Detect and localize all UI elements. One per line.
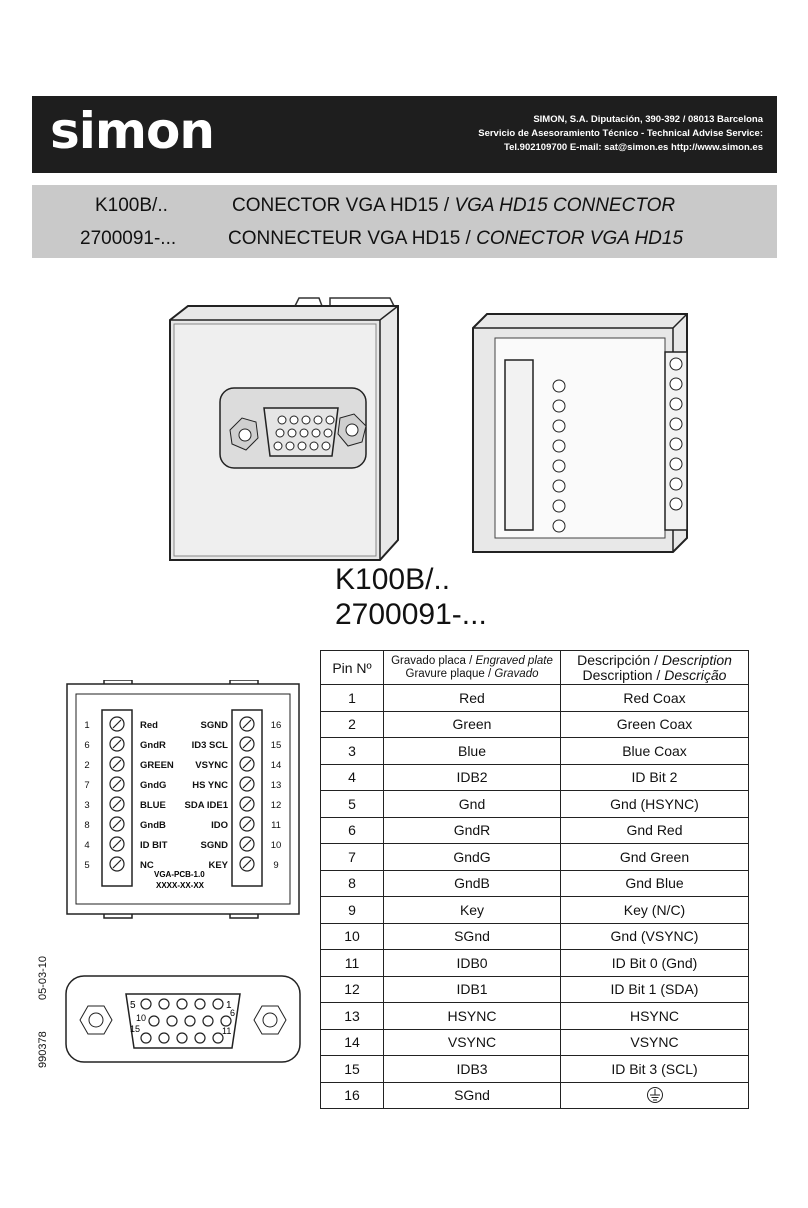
document-number: 990378 <box>37 1031 49 1068</box>
table-row <box>321 1003 749 1030</box>
left-terminal-label: GREEN <box>140 760 174 771</box>
cell-engraved: IDB0 <box>384 950 561 977</box>
table-row <box>321 791 749 818</box>
title-es-en <box>232 195 675 217</box>
ground-symbol-icon <box>646 1086 664 1104</box>
product-code-large-1: K100B/.. <box>335 563 451 596</box>
left-pin-number: 3 <box>84 800 90 811</box>
cell-description: Gnd Green <box>561 844 749 871</box>
cell-pin: 16 <box>321 1082 384 1109</box>
cell-description: Key (N/C) <box>561 897 749 924</box>
cell-pin: 13 <box>321 1003 384 1030</box>
header-engraved-en: Engraved plate <box>475 654 553 667</box>
title-pt: CONECTOR VGA HD15 <box>476 228 684 249</box>
left-pin-number: 2 <box>84 760 90 771</box>
header-description-fr: Description / <box>582 666 665 683</box>
table-row <box>321 685 749 712</box>
simon-logo: simon <box>50 102 214 160</box>
left-pin-number: 8 <box>84 820 90 831</box>
cell-description: Gnd (VSYNC) <box>561 923 749 950</box>
right-pin-number: 11 <box>271 820 281 831</box>
right-pin-number: 15 <box>270 740 282 751</box>
cell-engraved: Blue <box>384 738 561 765</box>
title-fr: CONNECTEUR VGA HD15 / <box>228 228 477 249</box>
header-engraved-es: Gravado placa / <box>391 654 476 667</box>
header-description <box>561 651 749 685</box>
right-pin-number: 13 <box>270 780 282 791</box>
cell-description: HSYNC <box>561 1003 749 1030</box>
left-terminal-label: GndB <box>140 820 166 831</box>
cell-engraved: SGnd <box>384 923 561 950</box>
cell-engraved: IDB2 <box>384 764 561 791</box>
right-terminal-label: SGND <box>200 720 228 731</box>
cell-engraved: GndB <box>384 870 561 897</box>
cell-pin: 11 <box>321 950 384 977</box>
table-row <box>321 738 749 765</box>
cell-pin: 1 <box>321 685 384 712</box>
header-description-en: Description <box>661 651 732 668</box>
pin-label-6: 6 <box>230 1008 236 1018</box>
cell-pin: 6 <box>321 817 384 844</box>
left-terminal-label: GndG <box>140 780 167 791</box>
left-pin-number: 6 <box>84 740 90 751</box>
left-terminal-label: NC <box>140 860 154 871</box>
table-header-row <box>321 651 749 685</box>
cell-pin: 14 <box>321 1029 384 1056</box>
right-terminal-label: KEY <box>208 860 228 871</box>
cell-description: ID Bit 2 <box>561 764 749 791</box>
header-engraved-fr: Gravure plaque / <box>405 667 495 680</box>
table-row <box>321 1056 749 1083</box>
cell-engraved: IDB1 <box>384 976 561 1003</box>
table-row <box>321 897 749 924</box>
cell-description: VSYNC <box>561 1029 749 1056</box>
product-code-1: K100B/.. <box>95 195 168 216</box>
cell-description: Blue Coax <box>561 738 749 765</box>
left-terminal-label: Red <box>140 720 158 731</box>
rear-view-3d-drawing <box>465 290 695 570</box>
cell-description: Gnd Red <box>561 817 749 844</box>
right-pin-number: 14 <box>270 760 282 771</box>
cell-engraved: VSYNC <box>384 1029 561 1056</box>
cell-engraved: GndR <box>384 817 561 844</box>
right-pin-number: 16 <box>270 720 282 731</box>
right-terminal-label: IDO <box>211 820 228 831</box>
header-description-pt: Descrição <box>664 666 727 683</box>
left-terminal-label: ID BIT <box>140 840 168 851</box>
cell-engraved: Green <box>384 711 561 738</box>
cell-pin: 10 <box>321 923 384 950</box>
right-terminal-label: SGND <box>200 840 228 851</box>
cell-pin: 5 <box>321 791 384 818</box>
title-es: CONECTOR VGA HD15 / <box>232 195 455 216</box>
pin-label-15: 15 <box>130 1024 141 1034</box>
cell-engraved: Gnd <box>384 791 561 818</box>
right-terminal-label: HS YNC <box>192 780 228 791</box>
cell-pin: 8 <box>321 870 384 897</box>
pin-label-10: 10 <box>136 1013 147 1023</box>
rear-pinout-drawing <box>64 680 304 920</box>
table-row <box>321 870 749 897</box>
right-terminal-label: VSYNC <box>195 760 228 771</box>
header-description-es: Descripción / <box>577 651 662 668</box>
cell-pin: 3 <box>321 738 384 765</box>
header-pin: Pin Nº <box>321 651 384 685</box>
cell-description: ID Bit 0 (Gnd) <box>561 950 749 977</box>
cell-pin: 7 <box>321 844 384 871</box>
left-terminal-label: GndR <box>140 740 166 751</box>
pin-label-5: 5 <box>130 1000 136 1011</box>
left-pin-number: 4 <box>84 840 90 851</box>
title-en: VGA HD15 CONNECTOR <box>454 195 676 216</box>
header-engraved-pt: Gravado <box>494 667 539 680</box>
right-pin-number: 12 <box>270 800 282 811</box>
title-fr-pt <box>228 228 683 250</box>
pin-label-11: 11 <box>222 1026 232 1036</box>
cell-pin: 9 <box>321 897 384 924</box>
pcb-label: VGA-PCB-1.0 <box>154 870 205 879</box>
cell-description: Red Coax <box>561 685 749 712</box>
vga-connector-drawing <box>64 970 304 1070</box>
table-row <box>321 817 749 844</box>
left-pin-number: 1 <box>84 720 90 731</box>
left-pin-number: 5 <box>84 860 90 871</box>
pcb-date-label: XXXX-XX-XX <box>156 881 205 890</box>
cell-description <box>561 1082 749 1109</box>
cell-description: ID Bit 3 (SCL) <box>561 1056 749 1083</box>
left-terminal-label: BLUE <box>140 800 166 811</box>
right-terminal-label: SDA IDE1 <box>184 800 228 811</box>
table-row <box>321 764 749 791</box>
header-engraved <box>384 651 561 685</box>
right-terminal-label: ID3 SCL <box>191 740 228 751</box>
cell-pin: 12 <box>321 976 384 1003</box>
cell-pin: 15 <box>321 1056 384 1083</box>
cell-engraved: SGnd <box>384 1082 561 1109</box>
product-code-large-2: 2700091-... <box>335 598 487 631</box>
pin-label-1: 1 <box>226 1000 232 1011</box>
contact-address: SIMON, S.A. Diputación, 390-392 / 08013 Barcelona <box>533 114 763 125</box>
right-pin-number: 9 <box>273 860 279 871</box>
left-pin-number: 7 <box>84 780 90 791</box>
table-row <box>321 1029 749 1056</box>
cell-pin: 2 <box>321 711 384 738</box>
cell-description: Gnd (HSYNC) <box>561 791 749 818</box>
header-bar <box>32 96 777 173</box>
table-row <box>321 923 749 950</box>
cell-engraved: GndG <box>384 844 561 871</box>
document-date: 05-03-10 <box>37 955 49 1000</box>
cell-description: ID Bit 1 (SDA) <box>561 976 749 1003</box>
cell-description: Gnd Blue <box>561 870 749 897</box>
table-row <box>321 711 749 738</box>
cell-pin: 4 <box>321 764 384 791</box>
contact-phone-email: Tel.902109700 E-mail: sat@simon.es http://www.simon.es <box>504 142 763 153</box>
table-row <box>321 1082 749 1109</box>
cell-engraved: HSYNC <box>384 1003 561 1030</box>
cell-engraved: Key <box>384 897 561 924</box>
pinout-table <box>320 650 749 1109</box>
front-view-drawing <box>160 290 410 570</box>
title-bar <box>32 185 777 258</box>
table-row <box>321 976 749 1003</box>
cell-engraved: IDB3 <box>384 1056 561 1083</box>
contact-service: Servicio de Asesoramiento Técnico - Technical Advise Service: <box>478 128 763 139</box>
table-row <box>321 844 749 871</box>
right-pin-number: 10 <box>270 840 282 851</box>
cell-description: Green Coax <box>561 711 749 738</box>
product-code-2: 2700091-... <box>80 228 177 249</box>
contact-info <box>478 113 763 155</box>
table-row <box>321 950 749 977</box>
cell-engraved: Red <box>384 685 561 712</box>
